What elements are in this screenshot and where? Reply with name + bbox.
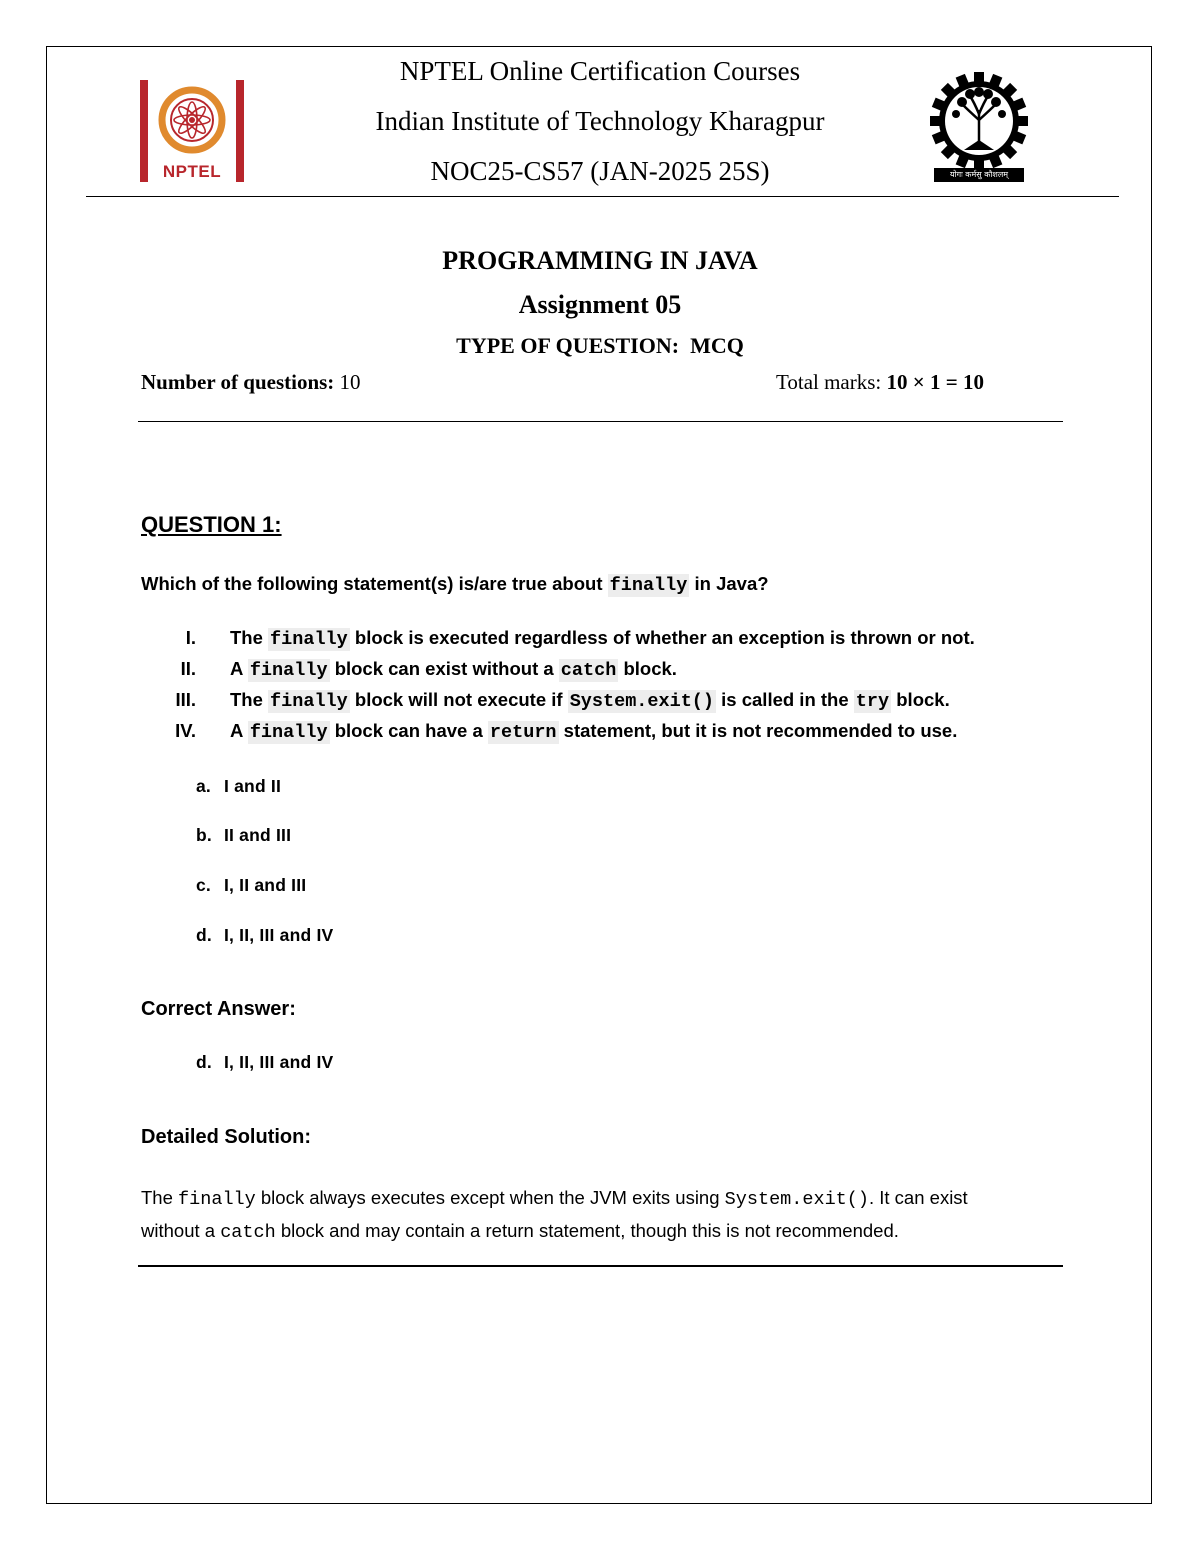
statement-code: finally	[270, 691, 348, 712]
option-text: I, II, III and IV	[224, 1052, 334, 1072]
header-line-1: NPTEL Online Certification Courses	[399, 56, 801, 86]
iit-kharagpur-logo	[928, 70, 1030, 184]
option-letter: c.	[196, 875, 211, 895]
total-marks	[776, 370, 984, 395]
statement-number: IV.	[175, 720, 196, 741]
statement-code: finally	[249, 660, 328, 681]
statement-number: I.	[185, 627, 196, 648]
option-letter: a.	[196, 776, 211, 796]
statement-code: try	[855, 691, 890, 712]
option-letter: b.	[196, 825, 212, 845]
num-questions	[141, 370, 361, 395]
statement-number: III.	[175, 689, 196, 710]
statement-3: III. The finally block will not execute if System.exit() is called in the try block.	[140, 689, 1040, 712]
nptel-logo	[140, 80, 244, 184]
option-letter: d.	[196, 925, 212, 945]
iit-emblem-icon	[928, 70, 1030, 184]
option-text: II and III	[224, 825, 292, 845]
statement-number: II.	[180, 658, 196, 679]
question-heading: QUESTION 1:	[141, 512, 282, 537]
prompt-code: finally	[609, 575, 688, 596]
meta-divider	[138, 421, 1063, 422]
footer-divider	[138, 1265, 1063, 1267]
statement-code: catch	[560, 660, 617, 681]
option-text: I, II, III and IV	[224, 925, 334, 945]
question-type-label: TYPE OF QUESTION:	[456, 333, 680, 358]
prompt-text-pre: Which of the following statement(s) is/are true about	[141, 573, 603, 594]
statement-code: return	[489, 722, 557, 743]
solution-label: Detailed Solution:	[141, 1126, 311, 1148]
option-text: I and II	[224, 776, 282, 796]
num-questions-label: Number of questions:	[141, 370, 335, 394]
statement-code: finally	[270, 629, 348, 650]
total-marks-label: Total marks:	[776, 370, 882, 394]
header-divider	[86, 196, 1119, 197]
header-line-3: NOC25-CS57 (JAN-2025 25S)	[430, 156, 770, 186]
option-d	[196, 925, 333, 946]
option-c	[196, 875, 306, 896]
statement-code: finally	[249, 722, 328, 743]
statement-1: I. The finally block is executed regardless of whether an exception is thrown or not.	[140, 627, 1040, 650]
question-prompt	[141, 573, 769, 596]
header-line-2: Indian Institute of Technology Kharagpur	[375, 106, 825, 136]
prompt-text-post: in Java?	[694, 573, 769, 594]
course-title: PROGRAMMING IN JAVA	[442, 246, 758, 275]
statement-2: II. A finally block can exist without a catch block.	[140, 658, 1040, 681]
total-marks-value: 10 × 1 = 10	[886, 370, 984, 394]
solution-text: The finally block always executes except when the JVM exits using System.exit(). It can exist without a catch block and may contain a return statement, though this is not recommended.	[141, 1187, 968, 1243]
nptel-logo-text: NPTEL	[162, 162, 222, 181]
question-type-value: MCQ	[690, 333, 744, 358]
option-text: I, II and III	[224, 875, 307, 895]
assignment-title: Assignment 05	[518, 290, 682, 319]
correct-answer	[196, 1052, 333, 1073]
statement-4: IV. A finally block can have a return statement, but it is not recommended to use.	[140, 720, 1040, 743]
correct-answer-label: Correct Answer:	[141, 998, 296, 1020]
option-letter: d.	[196, 1052, 212, 1072]
question-type	[200, 333, 1000, 359]
num-questions-value: 10	[339, 370, 361, 394]
statement-code: System.exit()	[569, 691, 715, 712]
iit-motto: योगः कर्मसु कौशलम्	[949, 170, 1009, 179]
option-a	[196, 776, 281, 797]
option-b	[196, 825, 291, 846]
